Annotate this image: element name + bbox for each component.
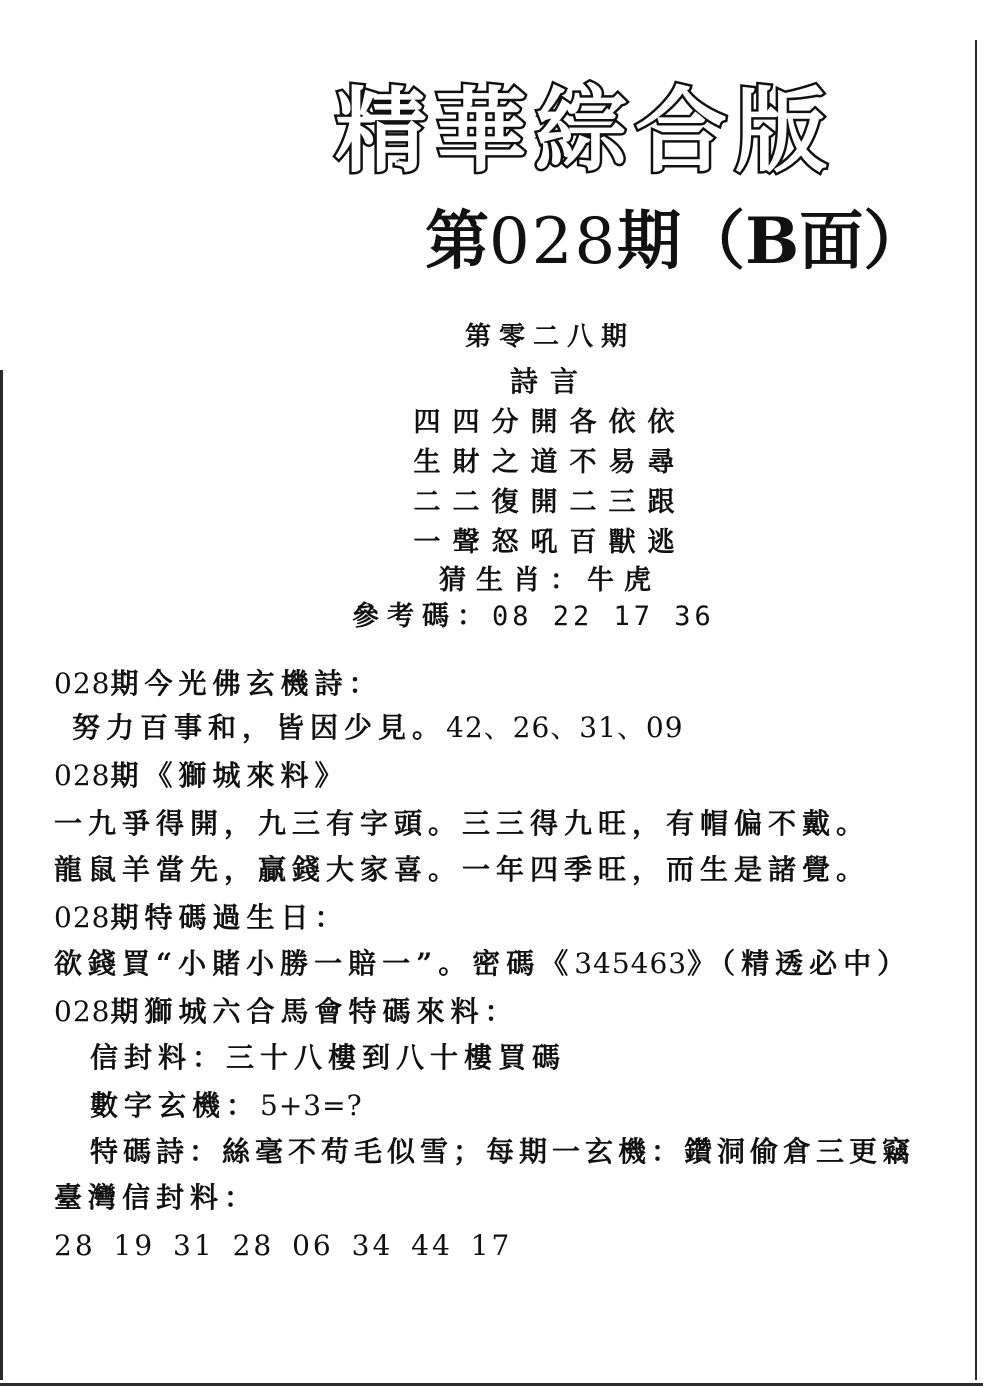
envelope-label: 信封料： [90,1041,227,1074]
birthday-body [54,946,911,982]
poem-line-4: 一聲怒吼百獸逃 [413,527,687,558]
poem-line-3: 二二復開二三跟 [413,487,687,518]
poem-line-2: 生財之道不易尋 [413,447,687,478]
special-poem-text: 特碼詩：絲毫不苟毛似雪；每期一玄機：鑽洞偷倉三更竊 [90,1135,916,1168]
lion-title-num: 028 [54,759,111,792]
envelope-text: 三十八樓到八十樓買碼 [226,1041,567,1074]
poem-zodiac: 猜生肖：牛虎 [439,565,661,596]
reference-label: 參考碼： [352,601,492,632]
lion-line-2-text: 龍鼠羊當先，贏錢大家喜。一年四季旺，而生是諸覺。 [54,853,871,886]
taiwan-title [54,1180,258,1216]
birthday-title [54,900,348,936]
issue-number: 028 [489,205,618,279]
buddha-title-text: 期今光佛玄機詩： [110,667,383,700]
buddha-numbers: 42、26、31、09 [446,711,684,744]
buddha-poem-body [72,710,684,746]
reference-numbers: 08 22 17 36 [492,601,715,632]
issue-prefix: 第 [425,204,489,279]
special-poem-row [90,1134,915,1170]
buddha-title-num: 028 [54,667,111,700]
digit-riddle-row [90,1088,363,1124]
reference-codes [352,594,715,633]
lion-city-title [54,758,348,794]
scan-edge-bottom [0,1383,983,1386]
scan-edge-right [975,40,977,1380]
envelope-row [90,1040,566,1076]
horse-title-text: 期獅城六合馬會特碼來料： [110,995,519,1028]
birthday-code: 345463 [574,947,688,980]
horse-club-title [54,994,518,1030]
poem-title: 詩言 [509,365,590,398]
digit-text: 5+3=? [260,1089,363,1122]
poem-line-1: 四四分開各依依 [413,407,687,438]
issue-suffix: 期 [617,204,682,279]
digit-label: 數字玄機： [90,1089,261,1122]
lion-title-text: 期《獅城來料》 [110,759,349,792]
poem-issue-label: 第零二八期 [464,322,635,352]
birthday-title-num: 028 [54,901,111,934]
birthday-title-text: 期特碼過生日： [110,901,349,934]
lion-city-line-2 [54,852,870,888]
birthday-text-a: 欲錢買“小賭小勝一賠一”。密碼《 [54,947,575,980]
taiwan-numbers: 28 19 31 28 06 34 44 17 [54,1229,513,1262]
lion-line-1-text: 一九爭得開，九三有字頭。三三得九旺，有帽偏不戴。 [54,807,871,840]
scan-edge-left [0,370,3,1380]
issue-side: （B面） [681,204,928,279]
taiwan-title-text: 臺灣信封料： [54,1181,259,1214]
horse-title-num: 028 [54,995,111,1028]
issue-heading [425,202,927,282]
buddha-text: 努力百事和，皆因少見。 [72,711,447,744]
buddha-poem-title [54,666,382,702]
birthday-text-b: 》（精透必中） [687,947,912,980]
lion-city-line-1 [54,806,870,842]
page-title: 精華綜合版 [335,78,836,185]
